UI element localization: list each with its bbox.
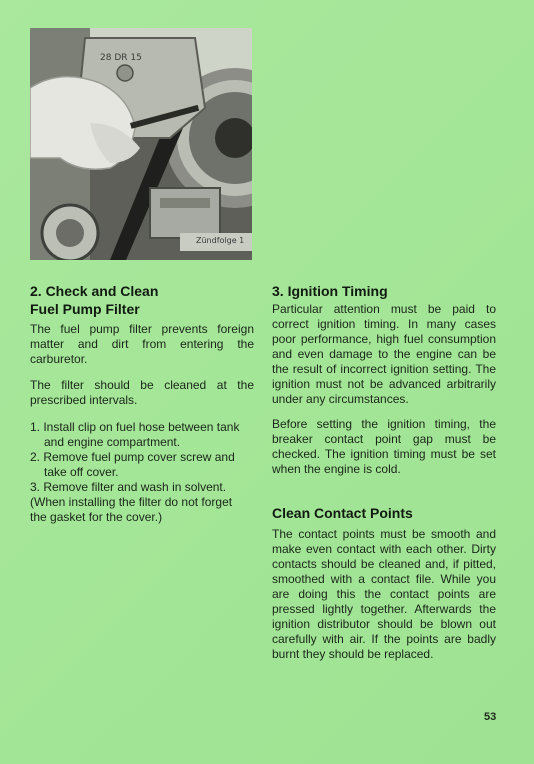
note [30, 495, 260, 525]
step-1-line2: and engine compartment. [44, 435, 181, 449]
step-3 [30, 480, 260, 495]
page-number: 53 [484, 711, 497, 723]
engine-photo [30, 28, 252, 260]
left-para2: The filter should be cleaned at the prescribed intervals. [30, 378, 254, 407]
step-2-line1: 2. Remove fuel pump cover screw and [30, 450, 235, 464]
step-1-line1: 1. Install clip on fuel hose between tank [30, 420, 240, 434]
right-heading-ignition: 3. Ignition Timing [272, 283, 388, 299]
left-heading [30, 282, 260, 318]
engine-illustration [30, 28, 252, 260]
left-para1: The fuel pump filter prevents foreign matter and dirt from entering the carburetor. [30, 322, 254, 366]
left-heading-line1: 2. Check and Clean [30, 283, 159, 299]
steps-list [30, 420, 260, 525]
left-heading-line2: Fuel Pump Filter [30, 301, 140, 317]
photo-caption: Zündfolge 1 [196, 236, 245, 245]
step-1 [30, 420, 260, 450]
step-3-line1: 3. Remove filter and wash in solvent. [30, 480, 227, 494]
right-para2: Before setting the ignition timing, the breaker contact point gap must be checked. The ignition timing must be set when the engine is cold. [272, 417, 496, 476]
note-line1: (When installing the filter do not forget [30, 495, 233, 509]
step-2-line2: take off cover. [44, 465, 119, 479]
step-2 [30, 450, 260, 480]
note-line2: the gasket for the cover.) [30, 510, 163, 524]
right-para3: The contact points must be smooth and make even contact with each other. Dirty contacts should be cleaned and, if pitted, smoothed with a contact file. While you are doing this the contact points are pressed lightly together. Afterwards the ignition distributor should be blown out carefully with air. If the points are badly burnt they should be replaced. [272, 527, 496, 661]
svg-text:28 DR 15: 28 DR 15 [100, 53, 142, 63]
right-para1: Particular attention must be paid to correct ignition timing. In many cases poor performance, high fuel consumption and even damage to the engine can be the result of incorrect ignition setting. The ignition must not be advanced arbitrarily under any circumstances. [272, 302, 496, 406]
right-heading-contacts: Clean Contact Points [272, 505, 413, 521]
